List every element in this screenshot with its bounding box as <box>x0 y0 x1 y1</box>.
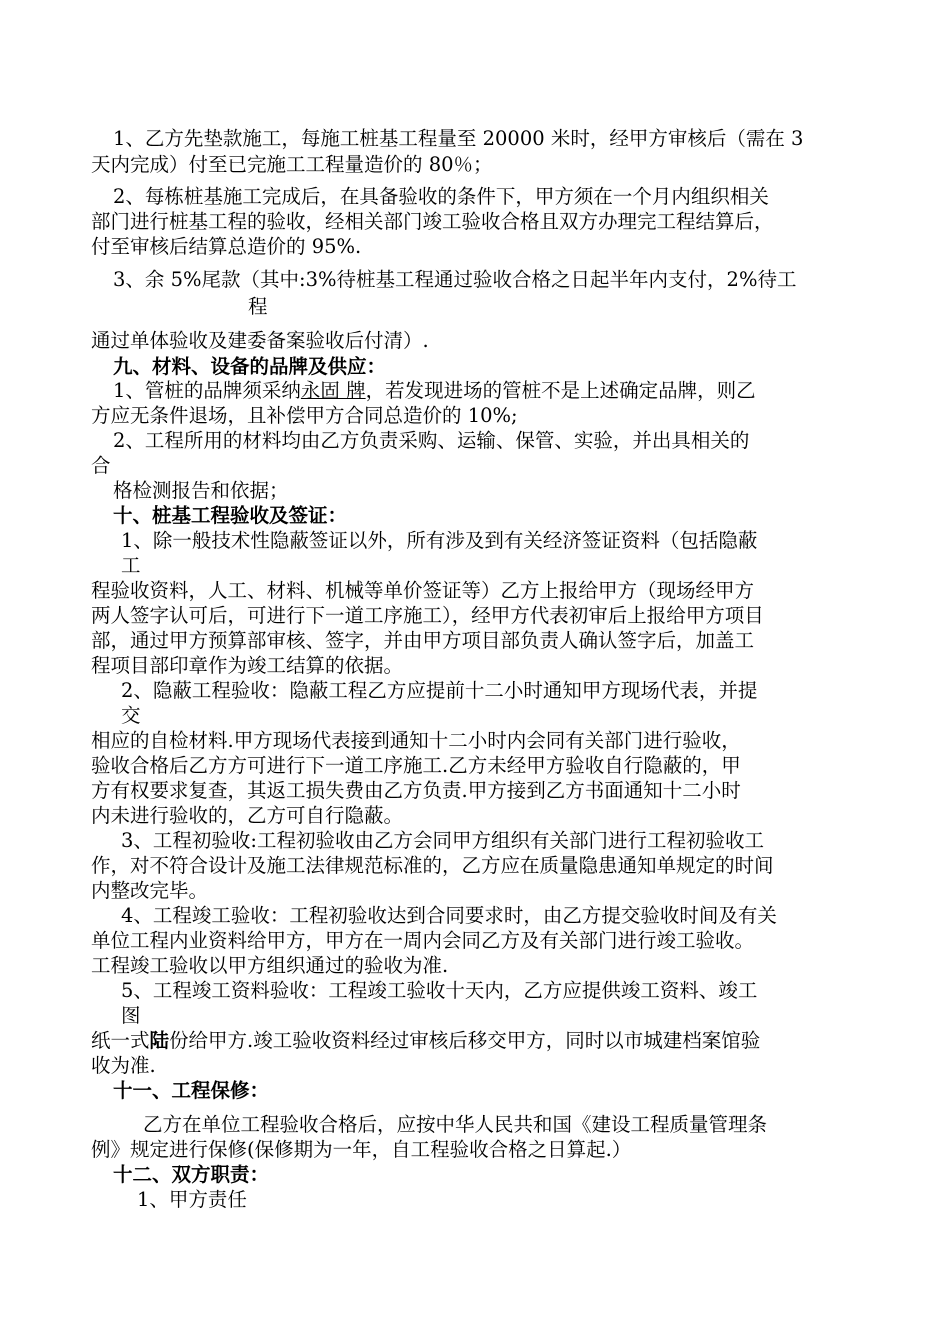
section-10-item-1-line-3: 程验收资料，人工、材料、机械等单价签证等）乙方上报给甲方（现场经甲方 <box>91 579 755 602</box>
section-10-item-2-line-6: 内未进行验收的，乙方可自行隐蔽。 <box>91 804 404 827</box>
section-10-item-3-line-1: 3、工程初验收:工程初验收由乙方会同甲方组织有关部门进行工程初验收工 <box>121 829 764 852</box>
payment-1-line-2: 天内完成）付至已完施工工程量造价的 80％； <box>91 153 493 176</box>
payment-2-line-1: 2、每栋桩基施工完成后，在具备验收的条件下，甲方须在一个月内组织相关 <box>113 185 769 208</box>
section-12-line-1: 1、甲方责任 <box>137 1188 247 1211</box>
payment-3-line-2: 程 <box>248 295 268 318</box>
section-11-line-2: 例》规定进行保修(保修期为一年，自工程验收合格之日算起.） <box>91 1138 632 1161</box>
section-10-item-3-line-2: 作，对不符合设计及施工法律规范标准的，乙方应在质量隐患通知单规定的时间 <box>91 854 774 877</box>
section-9-heading: 九、材料、设备的品牌及供应： <box>113 355 387 378</box>
section-10-item-4-line-3: 工程竣工验收以甲方组织通过的验收为准. <box>91 954 449 977</box>
section-10-heading: 十、桩基工程验收及签证： <box>113 504 348 527</box>
section-10-item-4-line-1: 4、工程竣工验收：工程初验收达到合同要求时，由乙方提交验收时间及有关 <box>121 904 777 927</box>
section-10-item-1-line-6: 程项目部印章作为竣工结算的依据。 <box>91 654 404 677</box>
payment-2-line-3: 付至审核后结算总造价的 95%. <box>91 235 362 258</box>
section-9-item-2-line-1: 2、工程所用的材料均由乙方负责采购、运输、保管、实验，并出具相关的 <box>113 429 750 452</box>
payment-3-line-3: 通过单体验收及建委备案验收后付清）. <box>91 329 429 352</box>
section-10-item-1-line-4: 两人签字认可后，可进行下一道工序施工），经甲方代表初审后上报给甲方项目 <box>91 604 764 627</box>
item-text: ，若发现进场的管桩不是上述确定品牌，则乙 <box>365 379 756 402</box>
payment-3-line-1: 3、余 5%尾款（其中:3%待桩基工程通过验收合格之日起半年内支付，2%待工 <box>113 268 797 291</box>
payment-2-line-2: 部门进行桩基工程的验收，经相关部门竣工验收合格且双方办理完工程结算后， <box>91 210 774 233</box>
section-10-item-5-line-4: 收为准. <box>91 1054 156 1077</box>
section-10-item-1-line-1: 1、除一般技术性隐蔽签证以外，所有涉及到有关经济签证资料（包括隐蔽 <box>121 529 758 552</box>
section-10-item-1-line-5: 部，通过甲方预算部审核、签字，并由甲方项目部负责人确认签字后，加盖工 <box>91 629 755 652</box>
item-text: 纸一式 <box>91 1029 150 1052</box>
payment-1-line-1: 1、乙方先垫款施工，每施工桩基工程量至 20000 米时，经甲方审核后（需在 3 <box>113 127 804 150</box>
section-9-item-2-line-2: 合 <box>91 454 111 477</box>
section-10-item-2-line-3: 相应的自检材料.甲方现场代表接到通知十二小时内会同有关部门进行验收， <box>91 729 741 752</box>
section-9-item-1-line-1 <box>113 378 756 404</box>
item-text: 1、管桩的品牌须采纳 <box>113 379 301 402</box>
copy-count: 陆 <box>149 1029 170 1052</box>
section-12-heading: 十二、双方职责： <box>113 1163 270 1186</box>
section-10-item-1-line-2: 工 <box>121 554 141 577</box>
section-10-item-4-line-2: 单位工程内业资料给甲方，甲方在一周内会同乙方及有关部门进行竣工验收。 <box>91 929 755 952</box>
section-10-item-3-line-3: 内整改完毕。 <box>91 879 209 902</box>
section-10-item-5-line-2: 图 <box>121 1004 141 1027</box>
section-11-heading: 十一、工程保修： <box>113 1079 270 1102</box>
section-10-item-2-line-5: 方有权要求复查，其返工损失费由乙方负责.甲方接到乙方书面通知十二小时 <box>91 779 741 802</box>
brand-name: 永固 牌 <box>300 379 366 402</box>
section-9-item-2-line-3: 格检测报告和依据； <box>113 479 289 502</box>
section-10-item-2-line-1: 2、隐蔽工程验收：隐蔽工程乙方应提前十二小时通知甲方现场代表，并提 <box>121 679 758 702</box>
section-10-item-2-line-2: 交 <box>121 704 141 727</box>
section-10-item-5-line-3 <box>91 1028 760 1054</box>
item-text: 份给甲方.竣工验收资料经过审核后移交甲方，同时以市城建档案馆验 <box>169 1029 761 1052</box>
section-11-line-1: 乙方在单位工程验收合格后，应按中华人民共和国《建设工程质量管理条 <box>143 1113 768 1136</box>
section-10-item-5-line-1: 5、工程竣工资料验收：工程竣工验收十天内，乙方应提供竣工资料、竣工 <box>121 979 758 1002</box>
section-10-item-2-line-4: 验收合格后乙方方可进行下一道工序施工.乙方未经甲方验收自行隐蔽的，甲 <box>91 754 741 777</box>
section-9-item-1-line-2: 方应无条件退场，且补偿甲方合同总造价的 10%; <box>91 404 518 427</box>
